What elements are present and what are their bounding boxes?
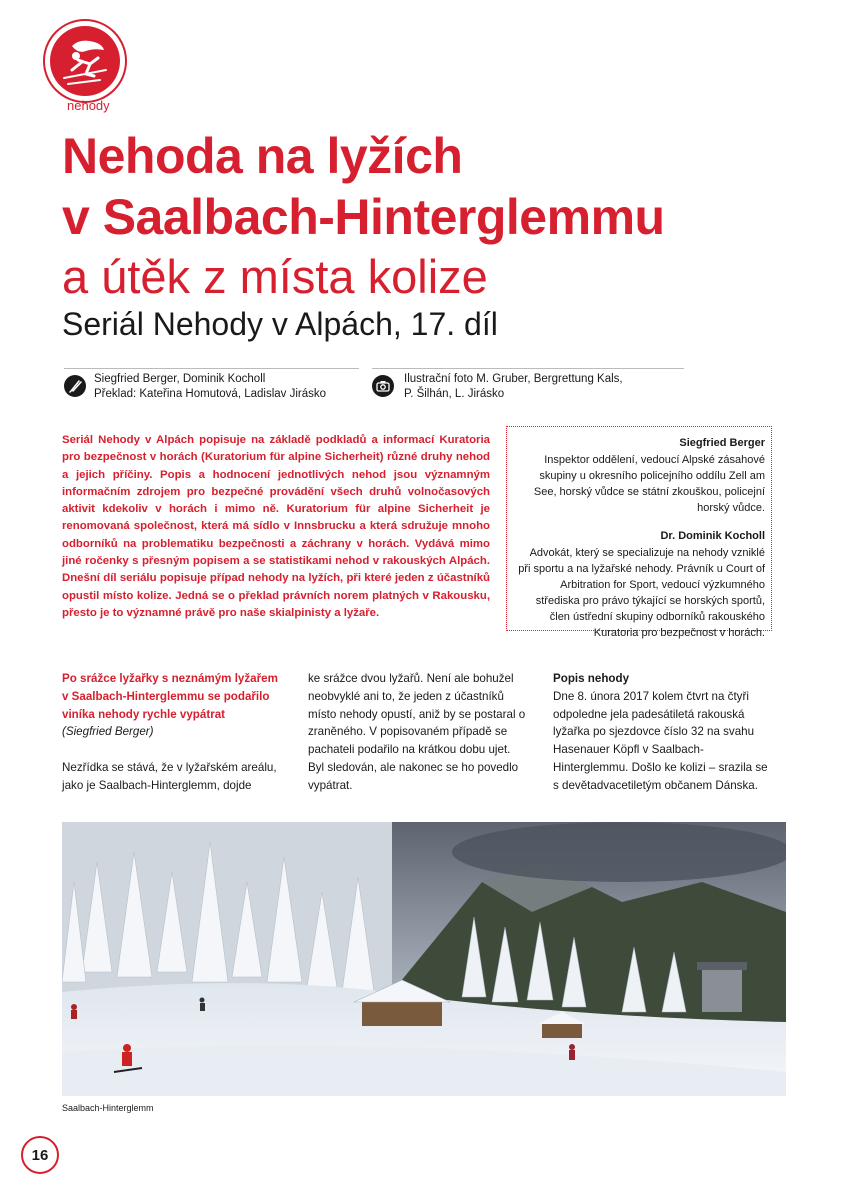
series-subtitle: Seriál Nehody v Alpách, 17. díl — [62, 306, 498, 342]
article-column-1 — [62, 670, 280, 795]
bio-name-berger: Siegfried Berger — [679, 437, 765, 449]
translators-line: Překlad: Kateřina Homutová, Ladislav Jirásko — [94, 388, 327, 400]
title-line-2: v Saalbach-Hinterglemmu — [62, 189, 665, 245]
photo-credit-line-2: P. Šilhán, L. Jirásko — [404, 388, 505, 400]
page-number: 16 — [21, 1136, 59, 1174]
title-line-1: Nehoda na lyžích — [62, 128, 463, 184]
column-1-body: Nezřídka se stává, že v lyžařském areálu, jako je Saalbach-Hinterglemm, dojde — [62, 761, 277, 792]
author-bio-box — [506, 426, 772, 639]
credits-rule-right — [372, 368, 684, 369]
bio-text-berger: Inspektor oddělení, vedoucí Alpské zásahové skupiny u okresního policejního oddílu Zell am See, horský vůdce se státní zkouškou, policejní horský vůdce. — [533, 454, 765, 514]
section-logo — [42, 18, 128, 104]
camera-icon — [372, 375, 394, 397]
ski-resort-photo — [62, 822, 786, 1096]
column-2-body: ke srážce dvou lyžařů. Není ale bohužel neobvyklé ani to, že jeden z účastníků místo nehody opustí, aniž by se postaral o zraněného. V popisovaném případě se pachateli podařilo na krátkou dobu ujet. Byl sledován, ale nakonec se ho povedlo vypátrat. — [308, 672, 526, 792]
skier-fall-logo-icon — [42, 18, 128, 104]
article-lead: Po srážce lyžařky s neznámým lyžařem v Saalbach-Hinterglemmu se podařilo viníka nehody rychle vypátrat — [62, 672, 278, 721]
section-label: nehody — [67, 98, 110, 113]
article-column-2 — [308, 670, 526, 795]
authors-line: Siegfried Berger, Dominik Kocholl — [94, 373, 266, 385]
article-column-3 — [553, 670, 771, 795]
credits-rule-left — [64, 368, 359, 369]
title-line-3: a útěk z místa kolize — [62, 250, 488, 303]
photo-credit-line-1: Ilustrační foto M. Gruber, Bergrettung Kals, — [404, 373, 623, 385]
pen-icon — [64, 375, 86, 397]
photo-caption: Saalbach-Hinterglemm — [62, 1103, 154, 1113]
column-3-body: Dne 8. února 2017 kolem čtvrt na čtyři odpoledne jela padesátiletá rakouská lyžařka po sjezdovce číslo 32 na svahu Hasenauer Köpfl v Saalbach-Hinterglemmu. Došlo ke kolizi – srazila se s devětadvacetiletým občanem Dánska. — [553, 689, 768, 792]
bio-name-kocholl: Dr. Dominik Kocholl — [660, 530, 765, 542]
intro-paragraph: Seriál Nehody v Alpách popisuje na základě podkladů a informací Kuratoria pro bezpečnost v horách (Kuratorium für alpine Sicherheit) různé druhy nehod a jejich příčiny. Popis a hodnocení jednotlivých nehod jsou významným informačním zdrojem pro bezpečné provádění všech druhů volnočasových aktivit kdekoliv v horách i mimo ně. Kuratorium für alpine Sicherheit je renomovaná společnost, která má sídlo v Innsbrucku a která sdružuje mnoho odborníků na problematiku bezpečnosti a záchrany v horách. Vydává mimo jiné ročenky s přesným popisem a se statistikami nehod v rakouských Alpách. Dnešní díl seriálu popisuje případ nehody na lyžích, při které jeden z účastníků opustil místo kolize. Jedná se o překlad právních norem platných v Rakousku, přesto je to významné právě pro naše skialpinisty a lyžaře. — [62, 434, 490, 619]
article-byline: (Siegfried Berger) — [62, 725, 154, 739]
photo-credits — [404, 372, 623, 402]
bio-text-kocholl: Advokát, který se specializuje na nehody vzniklé při sportu a na lyžařské nehody. Právník u Court of Arbitration for Sport, vedoucí výzkumného střediska pro právo týkající se horských sportů, člen ústřední skupiny odborníků rakouského Kuratoria pro bezpečnost v horách. — [518, 547, 765, 639]
section-heading: Popis nehody — [553, 672, 630, 685]
author-credits — [94, 372, 326, 402]
